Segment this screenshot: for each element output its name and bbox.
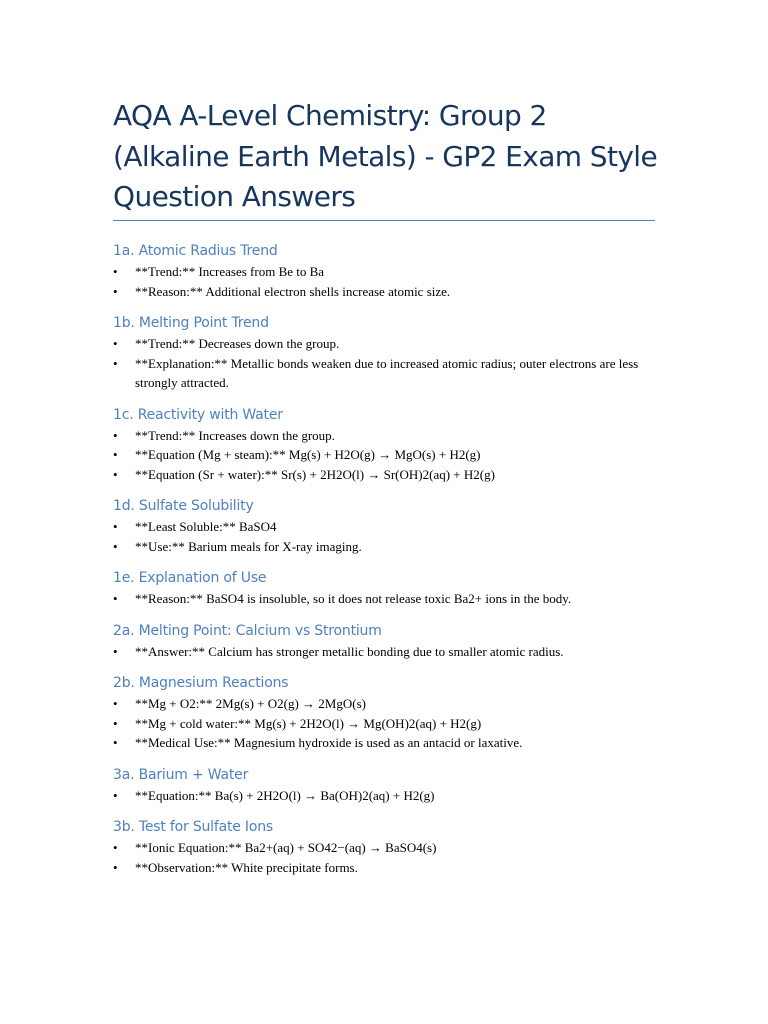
bullet-icon: • bbox=[113, 336, 118, 351]
list-item bbox=[113, 589, 673, 609]
section-heading: 1e. Explanation of Use bbox=[113, 570, 267, 586]
list-item bbox=[113, 786, 673, 806]
list-item bbox=[113, 642, 673, 662]
bullet-icon: • bbox=[113, 538, 118, 554]
section bbox=[113, 621, 673, 662]
list-item bbox=[113, 537, 673, 557]
bullet-list bbox=[113, 642, 673, 662]
bullet-icon: • bbox=[113, 591, 118, 606]
section bbox=[113, 765, 673, 806]
list-item-text: **Reason:** BaSO4 is insoluble, so it does not release toxic Ba2+ ions in the body. bbox=[135, 591, 572, 606]
list-item-text: **Ionic Equation:** Ba2+(aq) + SO42−(aq) → BaSO4(s) bbox=[135, 840, 437, 855]
list-item bbox=[113, 714, 673, 734]
title-line-2: (Alkaline Earth Metals) - GP2 Exam Style bbox=[113, 139, 658, 173]
bullet-list bbox=[113, 838, 673, 877]
bullet-list bbox=[113, 694, 673, 753]
section-heading: 2b. Magnesium Reactions bbox=[113, 675, 289, 691]
list-item bbox=[113, 858, 673, 878]
list-item bbox=[113, 426, 673, 446]
bullet-list bbox=[113, 589, 673, 609]
bullet-icon: • bbox=[113, 735, 118, 750]
section bbox=[113, 496, 673, 556]
list-item-text: **Explanation:** Metallic bonds weaken due to increased atomic radius; outer electrons are less strongly attracted. bbox=[135, 355, 639, 390]
list-item-text: **Trend:** Decreases down the group. bbox=[135, 336, 340, 351]
list-item-text: **Observation:** White precipitate forms. bbox=[135, 859, 358, 875]
bullet-icon: • bbox=[113, 283, 118, 299]
list-item bbox=[113, 262, 673, 282]
list-item bbox=[113, 838, 673, 858]
title-line-1: AQA A-Level Chemistry: Group 2 bbox=[113, 99, 547, 132]
list-item bbox=[113, 282, 673, 302]
section bbox=[113, 817, 673, 877]
section-heading: 1d. Sulfate Solubility bbox=[113, 498, 254, 514]
bullet-icon: • bbox=[113, 519, 118, 534]
list-item bbox=[113, 733, 673, 753]
list-item-text: **Use:** Barium meals for X-ray imaging. bbox=[135, 538, 362, 554]
section-heading: 1a. Atomic Radius Trend bbox=[113, 243, 278, 259]
bullet-icon: • bbox=[113, 447, 118, 462]
section bbox=[113, 673, 673, 753]
section-heading: 1c. Reactivity with Water bbox=[113, 406, 283, 423]
list-item-text: **Equation (Sr + water):** Sr(s) + 2H2O(l) → Sr(OH)2(aq) + H2(g) bbox=[135, 466, 495, 482]
section bbox=[113, 568, 673, 609]
list-item-text: **Equation (Mg + steam):** Mg(s) + H2O(g) → MgO(s) + H2(g) bbox=[135, 447, 481, 462]
list-item bbox=[113, 694, 673, 714]
title-line-3: Question Answers bbox=[113, 180, 356, 213]
bullet-list bbox=[113, 517, 673, 556]
bullet-icon: • bbox=[113, 859, 118, 875]
list-item-text: **Mg + O2:** 2Mg(s) + O2(g) → 2MgO(s) bbox=[135, 696, 366, 711]
bullet-icon: • bbox=[113, 466, 118, 482]
bullet-icon: • bbox=[113, 643, 118, 659]
section-heading: 3a. Barium + Water bbox=[113, 766, 249, 783]
list-item bbox=[113, 517, 673, 537]
bullet-list bbox=[113, 262, 673, 301]
list-item-text: **Equation:** Ba(s) + 2H2O(l) → Ba(OH)2(aq) + H2(g) bbox=[135, 787, 435, 803]
document-title bbox=[113, 96, 673, 218]
bullet-icon: • bbox=[113, 787, 118, 803]
bullet-list bbox=[113, 334, 673, 393]
list-item-text: **Mg + cold water:** Mg(s) + 2H2O(l) → Mg(OH)2(aq) + H2(g) bbox=[135, 715, 482, 731]
list-item-text: **Trend:** Increases from Be to Ba bbox=[135, 264, 325, 279]
list-item bbox=[113, 465, 673, 485]
title-divider bbox=[113, 220, 655, 221]
bullet-icon: • bbox=[113, 264, 118, 279]
section-heading: 3b. Test for Sulfate Ions bbox=[113, 819, 273, 835]
bullet-icon: • bbox=[113, 715, 118, 731]
bullet-list bbox=[113, 426, 673, 485]
list-item-text: **Reason:** Additional electron shells increase atomic size. bbox=[135, 283, 451, 299]
list-item-text: **Medical Use:** Magnesium hydroxide is used as an antacid or laxative. bbox=[135, 735, 523, 750]
list-item-text: **Answer:** Calcium has stronger metallic bonding due to smaller atomic radius. bbox=[135, 643, 564, 659]
list-item bbox=[113, 354, 673, 393]
bullet-icon: • bbox=[113, 427, 118, 443]
bullet-icon: • bbox=[113, 696, 118, 711]
section bbox=[113, 313, 673, 393]
list-item-text: **Least Soluble:** BaSO4 bbox=[135, 519, 277, 534]
bullet-icon: • bbox=[113, 355, 118, 371]
list-item bbox=[113, 445, 673, 465]
section-heading: 1b. Melting Point Trend bbox=[113, 315, 269, 331]
bullet-list bbox=[113, 786, 673, 806]
section bbox=[113, 405, 673, 485]
section-heading: 2a. Melting Point: Calcium vs Strontium bbox=[113, 622, 382, 639]
section bbox=[113, 241, 673, 301]
bullet-icon: • bbox=[113, 840, 118, 855]
sections-container bbox=[113, 241, 673, 889]
list-item-text: **Trend:** Increases down the group. bbox=[135, 427, 335, 443]
list-item bbox=[113, 334, 673, 354]
